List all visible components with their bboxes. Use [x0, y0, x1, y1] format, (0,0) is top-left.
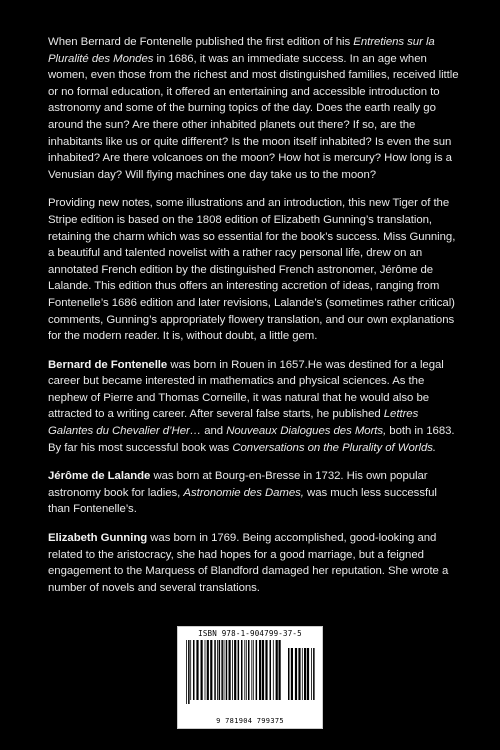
barcode-bar — [226, 640, 228, 700]
barcode-bar — [262, 640, 264, 700]
barcode-bar — [219, 640, 221, 700]
barcode-bar — [214, 640, 216, 700]
paragraph-intro — [48, 34, 460, 183]
barcode-bar — [229, 640, 231, 700]
barcode-bar — [205, 640, 206, 700]
barcode-bar — [295, 648, 297, 700]
barcode-bar — [207, 640, 209, 700]
barcode-bar — [238, 640, 240, 700]
book-title: Nouveaux Dialogues des Morts, — [226, 425, 387, 438]
isbn-label: ISBN 978-1-904799-37-5 — [198, 629, 302, 638]
barcode-bars — [184, 640, 318, 714]
text: both in 1683. By far his most successful book was — [48, 425, 455, 454]
text: Providing new notes, some illustrations and an introduction, this new Tiger of the Stripe edition is based on the 1808 edition of Elizabeth Gunning’s translation, retaining the charm which was so essential for the book’s success. Miss Gunning, a beautiful and talented novelist with a rather racy personal life, drew on an annotated French edition by the distinguished French astronomer, Jérôme de Lalande. This edition thus offers an interesting accretion of ideas, ranging from Fontenelle’s 1686 edition and later revisions, Lalande’s (sometimes rather critical) comments, Gunning’s appropriately flowery translation, and our own explanations for the modern reader. It is, without doubt, a little gem. — [48, 197, 456, 343]
barcode-bar — [265, 640, 267, 700]
author-name: Elizabeth Gunning — [48, 532, 148, 545]
book-title: Conversations on the Plurality of Worlds. — [232, 441, 437, 454]
barcode-bar — [232, 640, 233, 700]
barcode-bar — [304, 648, 306, 700]
barcode-bar — [246, 640, 247, 700]
barcode-bar — [253, 640, 254, 700]
barcode-bar — [234, 640, 236, 700]
text: and — [201, 425, 227, 438]
barcode-bar — [210, 640, 212, 700]
barcode-bar — [251, 640, 252, 700]
barcode-bar — [270, 640, 272, 700]
barcode-bar — [201, 640, 203, 700]
book-title: Astronomie des Dames, — [183, 486, 304, 499]
barcode-bar — [302, 648, 303, 700]
barcode-bar — [248, 640, 250, 700]
isbn-barcode — [177, 626, 323, 729]
barcode-bar — [186, 640, 187, 704]
book-title: Entretiens sur la Pluralité des Mondes — [48, 36, 435, 65]
barcode-bar — [313, 648, 315, 700]
barcode-bar — [307, 648, 309, 700]
barcode-bar — [298, 648, 300, 700]
paragraph-edition — [48, 195, 460, 344]
back-cover-text — [48, 34, 460, 608]
ean-digits: 9 781904 799375 — [216, 717, 284, 725]
text: was born in Rouen in 1657.He was destined for a legal career but became interested in mathematics and physical sciences. As the nephew of Pierre and Thomas Corneille, it was natural that he would also be attracted to a writing career. After several false starts, he published — [48, 358, 444, 421]
barcode-bar — [217, 640, 218, 700]
text: When Bernard de Fontenelle published the first edition of his — [48, 36, 354, 48]
barcode-bar — [244, 640, 245, 700]
barcode-bar — [193, 640, 195, 700]
barcode-bar — [273, 640, 274, 700]
author-name: Bernard de Fontenelle — [48, 358, 168, 371]
barcode-bar — [259, 640, 261, 700]
barcode-bar — [256, 640, 258, 700]
barcode-bar — [291, 648, 293, 700]
barcode-bar — [188, 640, 190, 704]
paragraph-lalande-bio — [48, 468, 460, 518]
barcode-bar — [221, 640, 223, 700]
author-name: Jérôme de Lalande — [48, 470, 151, 483]
barcode-bar — [224, 640, 225, 700]
text: was born at Bourg-en-Bresse in 1732. His own popular astronomy book for ladies, — [48, 470, 428, 499]
paragraph-fontenelle-bio — [48, 357, 460, 457]
barcode-bar — [196, 640, 198, 700]
book-title: Lettres Galantes du Chevalier d’Her… — [48, 408, 419, 438]
text: was born in 1769. Being accomplished, good-looking and related to the aristocracy, she had hopes for a good marriage, but a feigned engagement to the Marquess of Blandford damaged her reputation. She wrote a number of novels and several translations. — [48, 532, 449, 594]
barcode-bar — [276, 640, 278, 700]
barcode-bar — [241, 640, 243, 700]
paragraph-gunning-bio — [48, 530, 460, 596]
text: in 1686, it was an immediate success. In an age when women, even those from the richest and most distinguished families, received little or no formal education, it offered an entertaining and accessible introduction to astronomy and some of the burning topics of the day. Does the earth really go around the sun? Are there other inhabited planets out there? If so, are the inhabitants like us or quite different? Is the moon itself inhabited? Is even the sun inhabited? Are there volcanoes on the moon? How hot is mercury? How long is a Venusian day? Will flying machines one day take us to the moon? — [48, 52, 459, 181]
barcode-bar — [190, 640, 191, 700]
barcode-bar — [279, 640, 281, 700]
barcode-bar — [311, 648, 312, 700]
barcode-bar — [288, 648, 290, 700]
text: was much less successful than Fontenelle’s. — [48, 486, 437, 516]
